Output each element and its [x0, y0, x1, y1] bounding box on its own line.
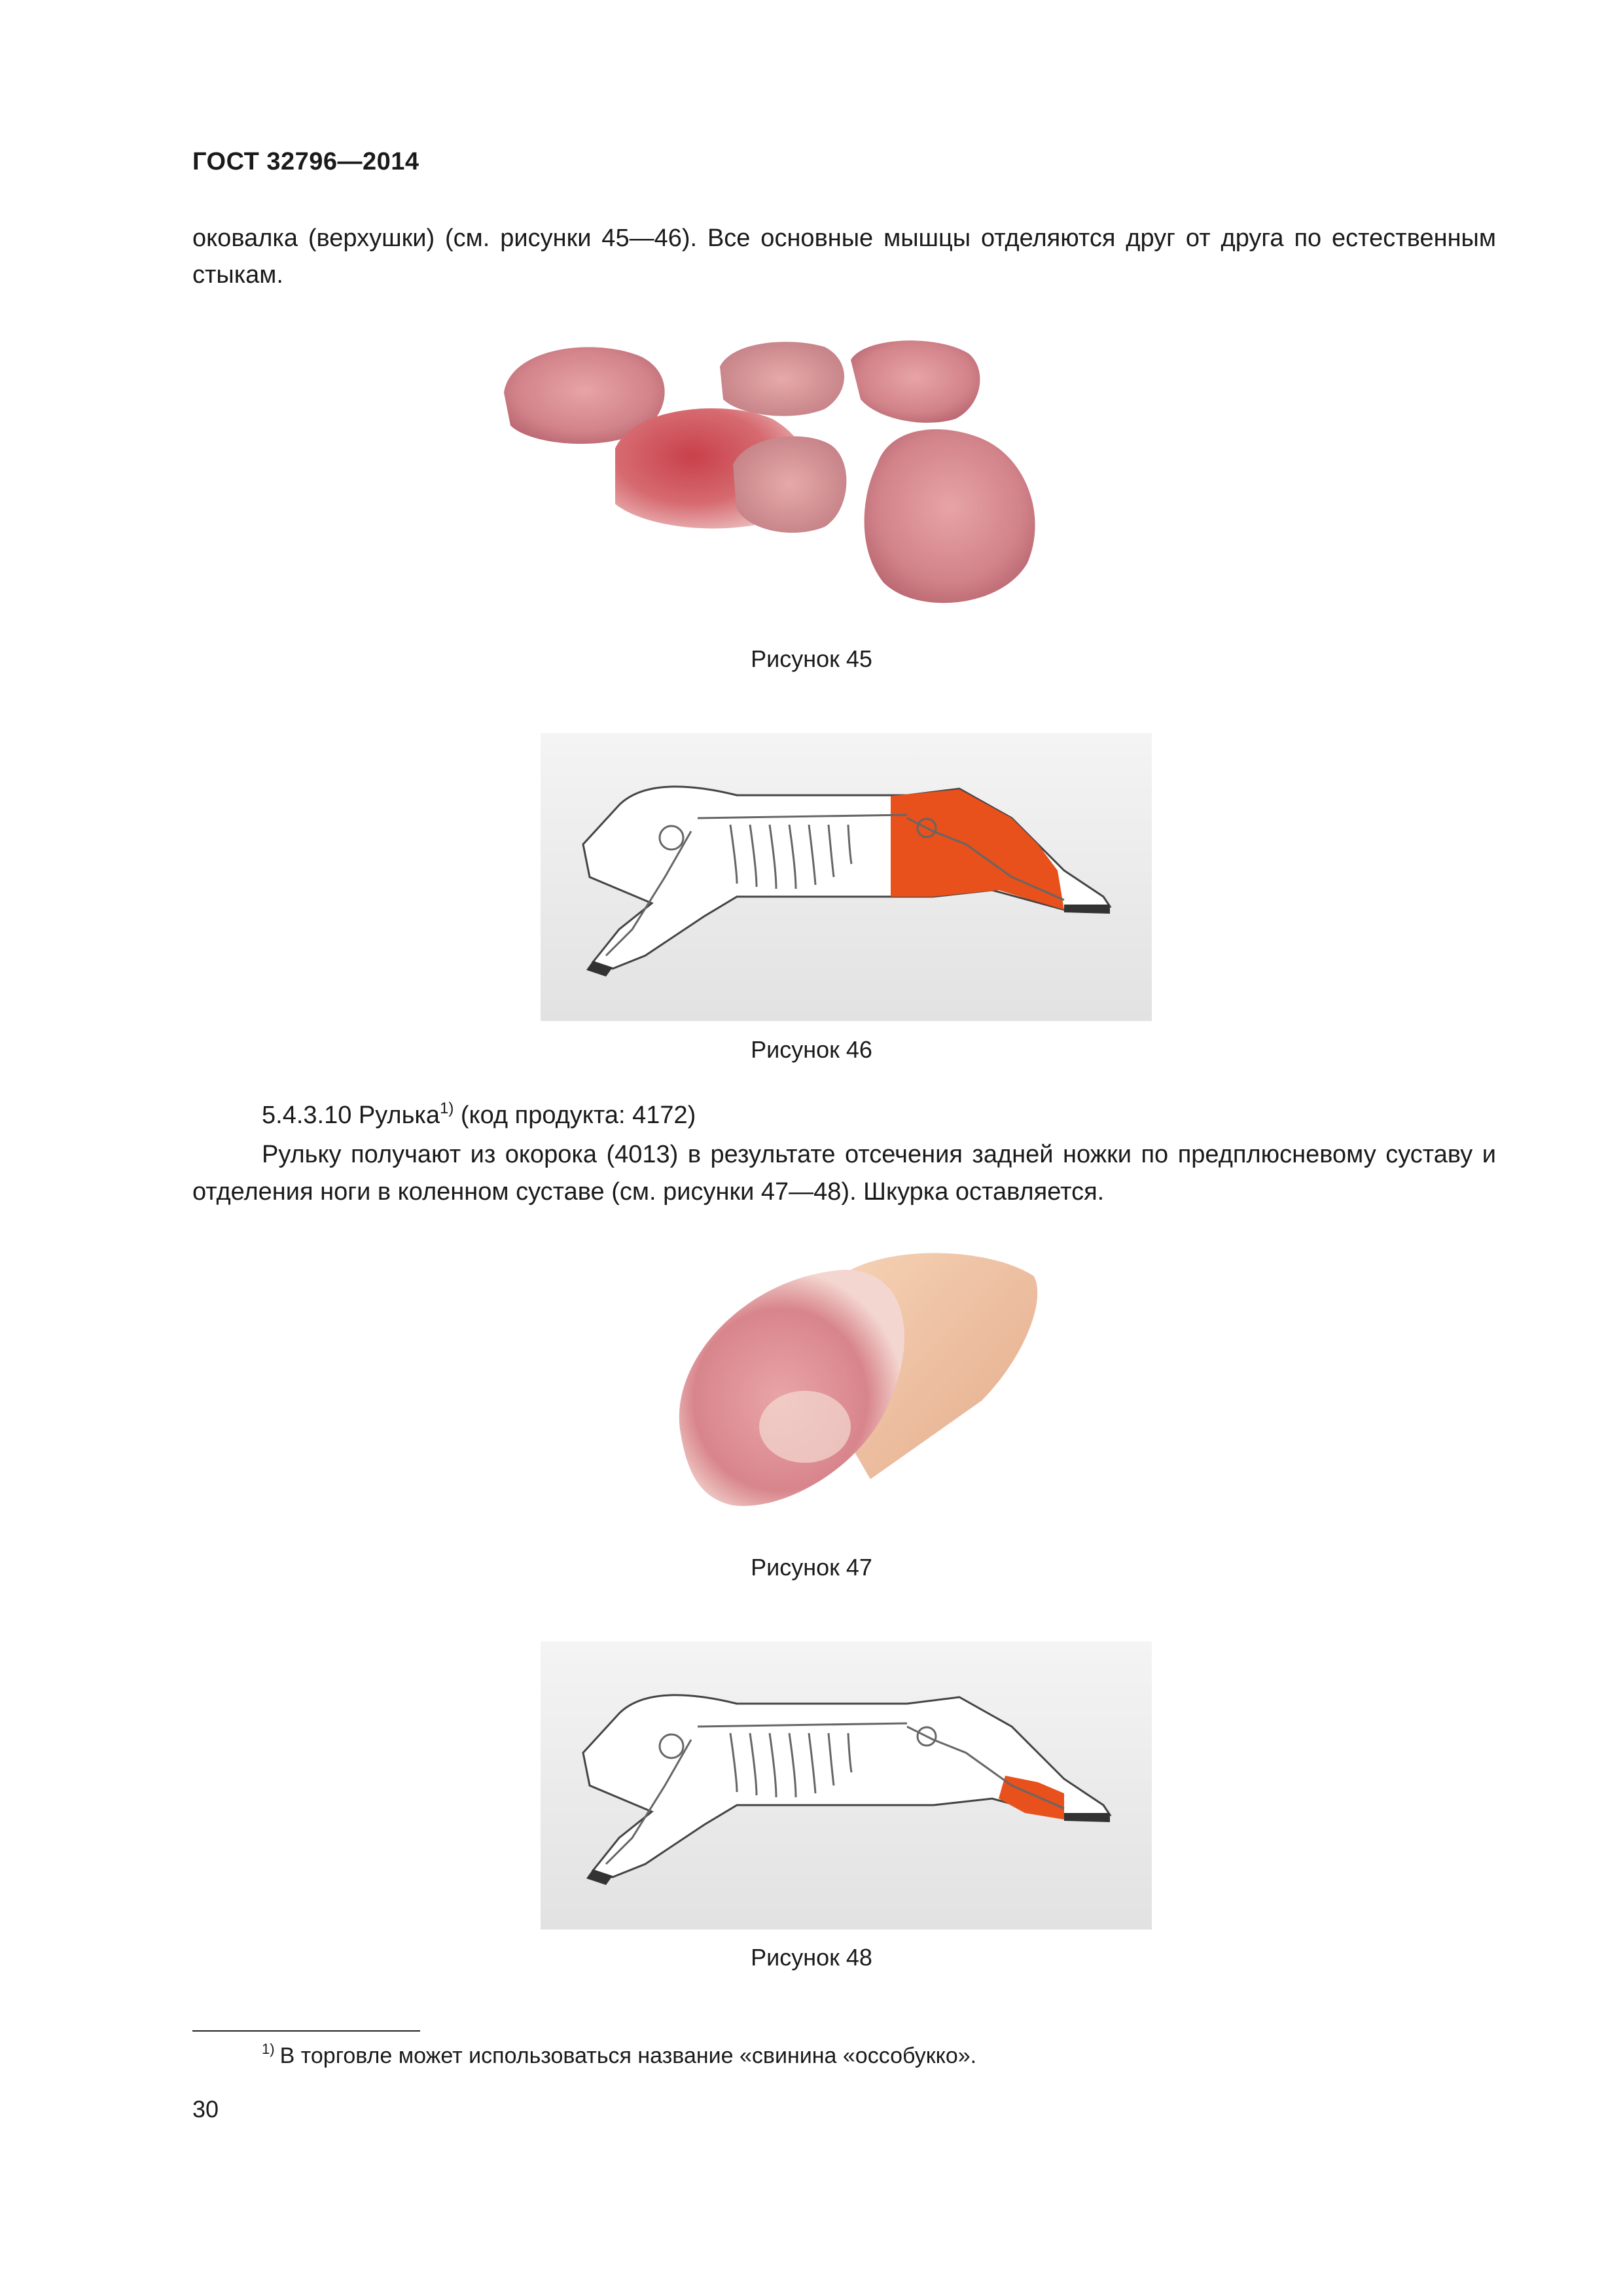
figure-46-diagram — [541, 733, 1152, 1021]
section-number-title: 5.4.3.10 Рулька — [262, 1102, 440, 1129]
document-header: ГОСТ 32796—2014 — [192, 148, 419, 175]
figure-45-caption: Рисунок 45 — [751, 645, 872, 672]
section-product-code: (код продукта: 4172) — [460, 1102, 696, 1129]
figure-45-image — [484, 321, 1204, 628]
section-body: Рульку получают из окорока (4013) в результате отсечения задней ножки по предплюсневому суставу и отделения ноги в коленном суставе (см. рисунки 47—48). Шкурка оставляется. — [192, 1141, 1496, 1206]
hindleg-hoof — [1064, 1813, 1110, 1822]
meat-piece-4 — [851, 340, 980, 423]
meat-piece-6 — [865, 429, 1035, 603]
intro-paragraph: оковалка (верхушки) (см. рисунки 45—46). Все основные мышцы отделяются друг от друга по естественным стыкам. — [192, 224, 1496, 289]
meat-piece-5 — [733, 437, 846, 533]
highlighted-region — [891, 789, 1064, 910]
section-heading — [262, 1100, 696, 1130]
figure-47-image — [654, 1230, 1047, 1545]
figure-48-caption: Рисунок 48 — [751, 1944, 872, 1971]
figure-48-diagram — [541, 1641, 1152, 1929]
footnote-mark: 1) — [262, 2041, 275, 2057]
footnote-divider — [192, 2030, 420, 2032]
hindleg-hoof — [1064, 905, 1110, 914]
meat-piece-3 — [720, 342, 844, 416]
page-number: 30 — [192, 2096, 219, 2123]
section-footnote-mark: 1) — [439, 1100, 454, 1117]
footnote-text: В торговле может использоваться название «свинина «оссобукко». — [279, 2043, 977, 2068]
figure-46-caption: Рисунок 46 — [751, 1036, 872, 1063]
figure-47-caption: Рисунок 47 — [751, 1554, 872, 1581]
footnote — [262, 2041, 976, 2069]
bone — [759, 1391, 851, 1463]
